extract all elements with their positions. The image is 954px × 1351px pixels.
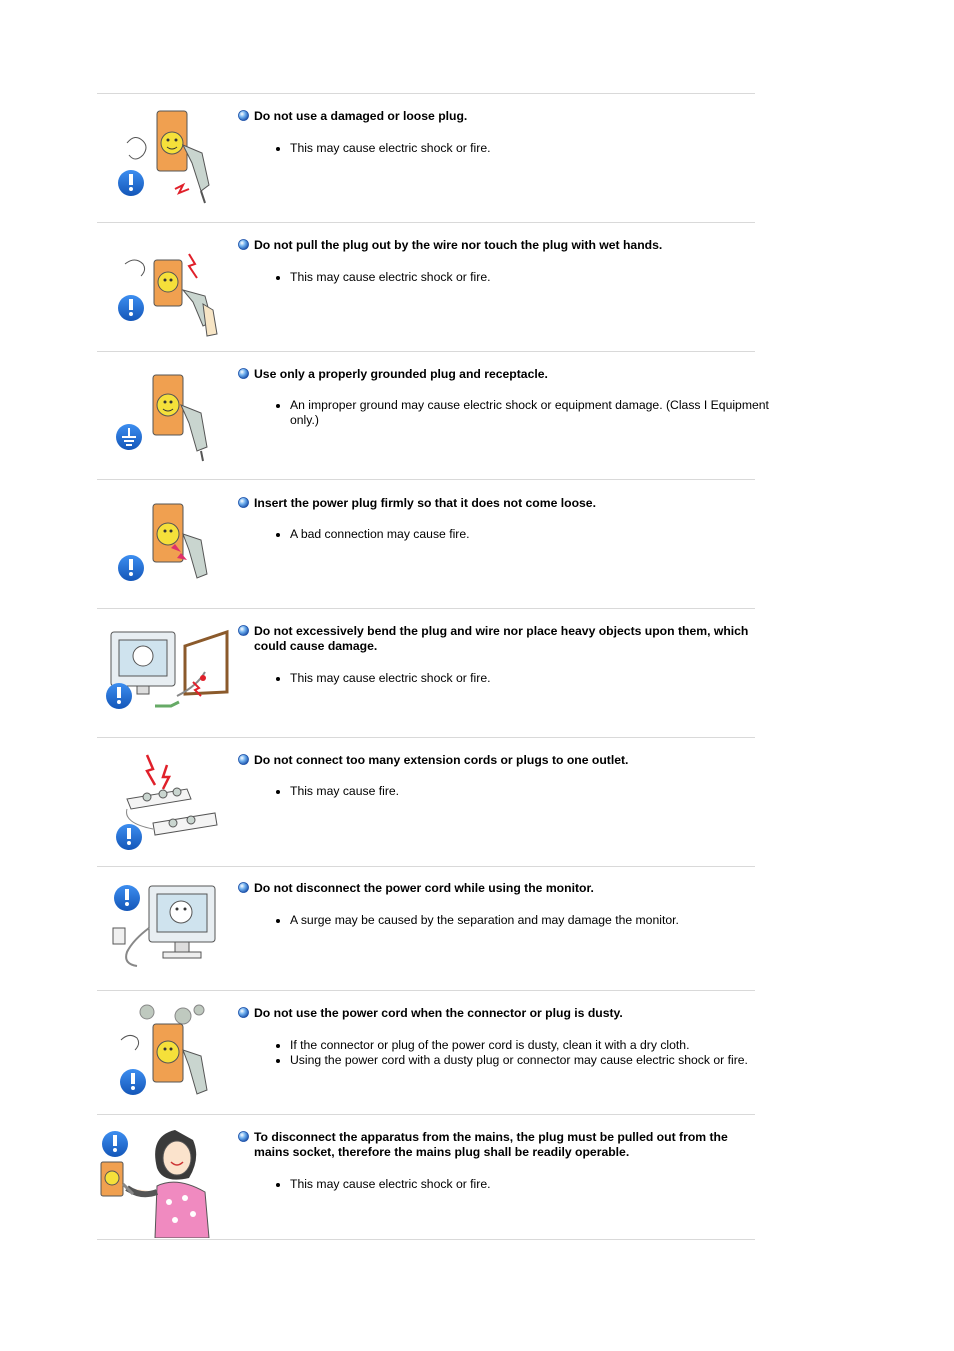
blue-bullet-icon (238, 1007, 249, 1018)
damaged-plug-warning-icon (97, 103, 232, 213)
list-item: • This may cause fire. (290, 784, 790, 799)
list-item: • A bad connection may cause fire. (290, 527, 790, 542)
blue-bullet-icon (238, 882, 249, 893)
blue-bullet-icon (238, 1131, 249, 1142)
heading-text: Do not use the power cord when the connector or plug is dusty. (254, 1006, 623, 1020)
divider (97, 1239, 755, 1240)
safety-item-points (254, 1038, 790, 1067)
heading-text: Do not disconnect the power cord while using the monitor. (254, 881, 594, 895)
blue-bullet-icon (238, 110, 249, 121)
safety-item-points (254, 784, 790, 799)
divider (97, 1114, 755, 1115)
divider (97, 93, 755, 94)
overloaded-power-strip-icon (97, 751, 232, 861)
divider (97, 222, 755, 223)
list-item: • This may cause electric shock or fire. (290, 671, 790, 686)
safety-item-heading (238, 1130, 753, 1160)
heading-text: Do not pull the plug out by the wire nor touch the plug with wet hands. (254, 238, 663, 252)
dusty-plug-icon (97, 1000, 232, 1110)
safety-item-points (254, 398, 790, 427)
safety-item-heading (238, 496, 753, 511)
safety-item-heading (238, 881, 753, 896)
wet-hands-plug-warning-icon (97, 234, 232, 344)
safety-item-heading (238, 238, 753, 253)
divider (97, 351, 755, 352)
safety-item-points (254, 141, 790, 156)
safety-item-heading (238, 367, 753, 382)
unplug-monitor-icon (97, 878, 232, 988)
grounded-plug-icon (97, 365, 232, 475)
safety-item-points (254, 1177, 790, 1192)
divider (97, 608, 755, 609)
heading-text: Use only a properly grounded plug and receptacle. (254, 367, 548, 381)
divider (97, 737, 755, 738)
list-item: • This may cause electric shock or fire. (290, 270, 790, 285)
list-item: • If the connector or plug of the power cord is dusty, clean it with a dry cloth. (290, 1038, 790, 1053)
safety-item-points (254, 671, 790, 686)
heading-text: Insert the power plug firmly so that it does not come loose. (254, 496, 596, 510)
list-item: • A surge may be caused by the separation and may damage the monitor. (290, 913, 790, 928)
insert-plug-firmly-icon (97, 490, 232, 600)
safety-item-heading (238, 109, 753, 124)
heading-text: Do not use a damaged or loose plug. (254, 109, 468, 123)
safety-item-points (254, 913, 790, 928)
safety-item-heading (238, 624, 753, 654)
blue-bullet-icon (238, 497, 249, 508)
list-item: • An improper ground may cause electric shock or equipment damage. (Class I Equipment only.) (290, 398, 790, 427)
safety-item-heading (238, 753, 753, 768)
heading-text: Do not excessively bend the plug and wire nor place heavy objects upon them, which could cause damage. (254, 624, 749, 653)
safety-item-heading (238, 1006, 753, 1021)
blue-bullet-icon (238, 368, 249, 379)
divider (97, 990, 755, 991)
list-item: • This may cause electric shock or fire. (290, 141, 790, 156)
blue-bullet-icon (238, 625, 249, 636)
safety-item-points (254, 527, 790, 542)
divider (97, 479, 755, 480)
blue-bullet-icon (238, 754, 249, 765)
blue-bullet-icon (238, 239, 249, 250)
safety-item-points (254, 270, 790, 285)
bent-cord-monitor-icon (97, 622, 232, 732)
list-item: • This may cause electric shock or fire. (290, 1177, 790, 1192)
list-item: • Using the power cord with a dusty plug or connector may cause electric shock or fire. (290, 1053, 790, 1068)
woman-unplugging-icon (97, 1128, 232, 1238)
divider (97, 866, 755, 867)
heading-text: Do not connect too many extension cords or plugs to one outlet. (254, 753, 629, 767)
heading-text: To disconnect the apparatus from the mains, the plug must be pulled out from the mains socket, therefore the mains plug shall be readily operable. (254, 1130, 728, 1159)
